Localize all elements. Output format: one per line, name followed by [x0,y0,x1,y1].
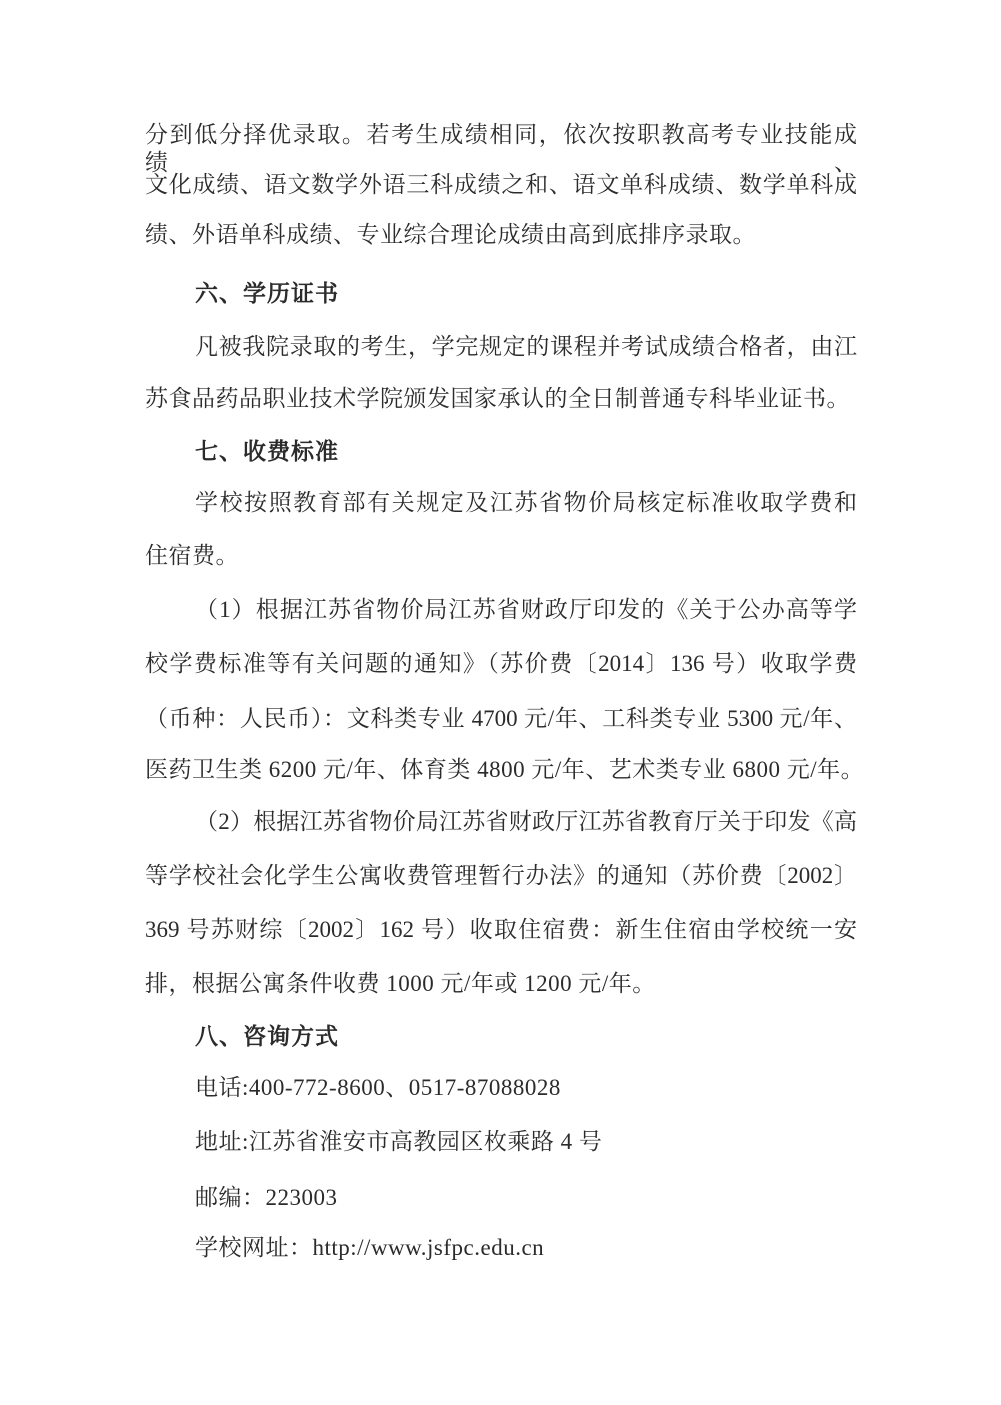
heading-fee-standard: 七、收费标准 [195,438,339,464]
contact-postcode: 邮编：223003 [195,1185,338,1210]
paragraph-tuition-line-2: 校学费标准等有关问题的通知》（苏价费〔2014〕136 号）收取学费 [145,651,857,676]
paragraph-admission-ranking-line-1: 分到低分择优录取。若考生成绩相同，依次按职教高考专业技能成绩、 [145,122,857,175]
contact-phone: 电话:400-772-8600、0517-87088028 [195,1075,561,1100]
paragraph-accommodation-line-2: 等学校社会化学生公寓收费管理暂行办法》的通知（苏价费〔2002〕 [145,863,857,888]
heading-contact: 八、咨询方式 [195,1023,339,1049]
paragraph-admission-ranking-line-3: 绩、外语单科成绩、专业综合理论成绩由高到底排序录取。 [145,222,756,247]
paragraph-admission-ranking-line-2: 文化成绩、语文数学外语三科成绩之和、语文单科成绩、数学单科成 [145,172,857,197]
paragraph-degree-certificate-line-1: 凡被我院录取的考生，学完规定的课程并考试成绩合格者，由江 [195,334,857,359]
contact-website: 学校网址：http://www.jsfpc.edu.cn [195,1235,545,1260]
paragraph-tuition-line-1: （1）根据江苏省物价局江苏省财政厅印发的《关于公办高等学 [195,597,857,622]
paragraph-tuition-line-3: （币种：人民币）：文科类专业 4700 元/年、工科类专业 5300 元/年、 [145,706,857,731]
paragraph-accommodation-line-3: 369 号苏财综〔2002〕162 号）收取住宿费：新生住宿由学校统一安 [145,917,857,942]
contact-address: 地址:江苏省淮安市高教园区枚乘路 4 号 [195,1129,603,1154]
paragraph-degree-certificate-line-2: 苏食品药品职业技术学院颁发国家承认的全日制普通专科毕业证书。 [145,386,850,411]
paragraph-accommodation-line-4: 排，根据公寓条件收费 1000 元/年或 1200 元/年。 [145,971,656,996]
paragraph-fee-overview-line-1: 学校按照教育部有关规定及江苏省物价局核定标准收取学费和 [195,490,857,515]
paragraph-tuition-line-4: 医药卫生类 6200 元/年、体育类 4800 元/年、艺术类专业 6800 元/年。 [145,757,865,782]
paragraph-accommodation-line-1: （2）根据江苏省物价局江苏省财政厅江苏省教育厅关于印发《高 [195,809,857,834]
heading-degree-certificate: 六、学历证书 [195,280,339,306]
paragraph-fee-overview-line-2: 住宿费。 [145,543,239,568]
